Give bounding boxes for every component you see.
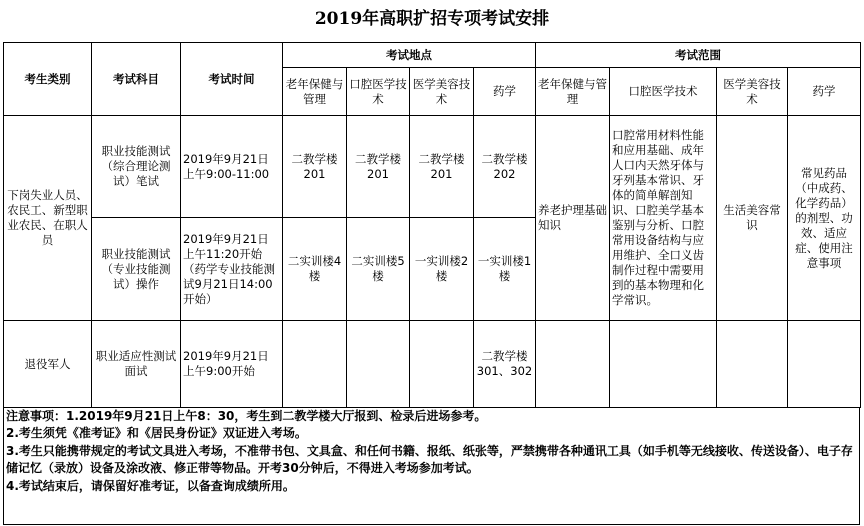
header-subject: 考试科目 [92, 43, 181, 116]
loc-col-cosmetic: 医学美容技术 [410, 68, 474, 116]
scope-col-elderly: 老年保健与管理 [536, 68, 610, 116]
loc-written-elderly: 二教学楼201 [283, 116, 347, 218]
loc-col-pharmacy: 药学 [474, 68, 536, 116]
note-item: 3.考生只能携带规定的考试文具进入考场，不准带书包、文具盒、和任何书籍、报纸、纸张等，严禁携带各种通讯工具（如手机等无线接收、传送设备）、电子存储记忆（录放）设备及涂改液、修正带等物品。开考30分钟后，不得进入考场参加考试。 [6, 443, 853, 476]
subject-practical: 职业技能测试（专业技能测试）操作 [92, 218, 181, 321]
note-item: 4.考试结束后，请保留好准考证，以备查询成绩所用。 [6, 478, 295, 493]
subject-written: 职业技能测试（综合理论测试）笔试 [92, 116, 181, 218]
loc-practical-elderly: 二实训楼4楼 [283, 218, 347, 321]
subject-interview: 职业适应性测试面试 [92, 321, 181, 408]
notes-section [3, 408, 860, 525]
category-workers: 下岗失业人员、农民工、新型职业农民、在职人员 [4, 116, 92, 321]
loc-practical-cosmetic: 一实训楼2楼 [410, 218, 474, 321]
empty-cell [536, 321, 610, 408]
scope-col-pharmacy: 药学 [788, 68, 861, 116]
scope-elderly: 养老护理基础知识 [536, 116, 610, 321]
scope-pharmacy: 常见药品（中成药、化学药品）的剂型、功效、适应症、使用注意事项 [788, 116, 861, 321]
scope-cosmetic: 生活美容常识 [717, 116, 788, 321]
loc-written-dental: 二教学楼201 [347, 116, 410, 218]
loc-written-pharmacy: 二教学楼202 [474, 116, 536, 218]
empty-cell [788, 321, 861, 408]
empty-cell [717, 321, 788, 408]
time-written: 2019年9月21日上午9:00-11:00 [181, 116, 283, 218]
header-location-group: 考试地点 [283, 43, 536, 68]
empty-cell [410, 321, 474, 408]
note-item: 注意事项：1.2019年9月21日上午8：30，考生到二教学楼大厅报到、检录后进场参考。 [6, 409, 487, 423]
category-veterans: 退役军人 [4, 321, 92, 408]
empty-cell [283, 321, 347, 408]
scope-col-dental: 口腔医学技术 [610, 68, 717, 116]
loc-col-dental: 口腔医学技术 [347, 68, 410, 116]
loc-practical-pharmacy: 一实训楼1楼 [474, 218, 536, 321]
time-practical: 2019年9月21日上午11:20开始（药学专业技能测试9月21日14:00开始） [181, 218, 283, 321]
page-title: 2019年高职扩招专项考试安排 [314, 9, 550, 29]
header-category: 考生类别 [4, 43, 92, 116]
loc-interview-pharmacy: 二教学楼301、302 [474, 321, 536, 408]
schedule-table [3, 42, 861, 408]
empty-cell [347, 321, 410, 408]
loc-col-elderly: 老年保健与管理 [283, 68, 347, 116]
note-item: 2.考生须凭《准考证》和《居民身份证》双证进入考场。 [6, 426, 307, 441]
header-scope-group: 考试范围 [536, 43, 861, 68]
loc-practical-dental: 二实训楼5楼 [347, 218, 410, 321]
scope-col-cosmetic: 医学美容技术 [717, 68, 788, 116]
loc-written-cosmetic: 二教学楼201 [410, 116, 474, 218]
empty-cell [610, 321, 717, 408]
scope-dental: 口腔常用材料性能和应用基础、成年人口内天然牙体与牙列基本常识、牙体的简单解剖知识、口腔美学基本鉴别与分析、口腔常用设备结构与应用维护、全口义齿制作过程中需要用到的基本物理和化学常识。 [610, 116, 717, 321]
header-time: 考试时间 [181, 43, 283, 116]
time-interview: 2019年9月21日上午9:00开始 [181, 321, 283, 408]
